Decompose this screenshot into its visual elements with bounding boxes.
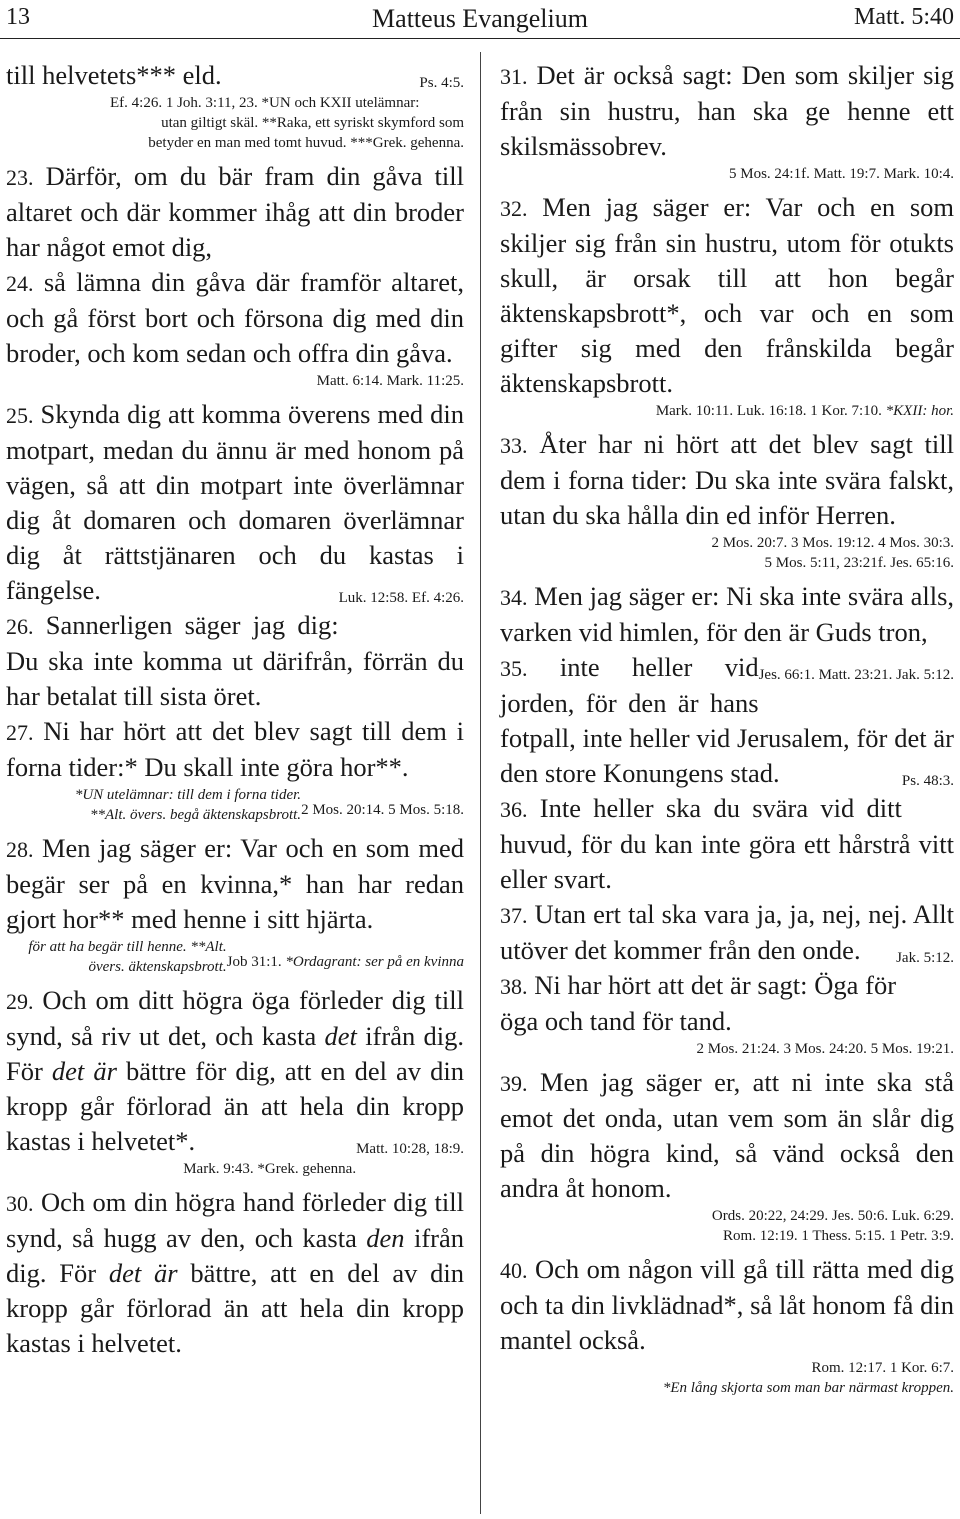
verse-text: Sannerligen säger jag dig: Du ska inte komma ut därifrån, förrän du har betalat till sista öret. (6, 610, 464, 711)
chapter-reference: Matt. 5:40 (854, 4, 954, 30)
column-divider (480, 52, 481, 1514)
footnote-text: *En lång skjorta som man bar närmast kroppen. (662, 1380, 954, 1396)
footnote-text: *UN utelämnar: till dem i forna tider. (74, 787, 302, 803)
verse-text: Men jag säger er, att ni inte ska stå emot det onda, utan vem som än slår dig på din högra kind, så vänd också den andra åt honom. (500, 1067, 954, 1203)
right-column (500, 58, 954, 1398)
reference-text: Mark. 10:11. Luk. 16:18. 1 Kor. 7:10. (655, 403, 882, 419)
verse-text: ifrån dig. För (6, 1021, 464, 1086)
cross-reference: 2 Mos. 20:14. 5 Mos. 5:18. (301, 802, 464, 818)
book-title: Matteus Evangelium (372, 4, 588, 33)
verse-text: Men jag säger er: Var och en som med begär ser på en kvinna,* han har redan gjort hor** med henne i sitt hjärta. (6, 833, 464, 934)
verse-30 (6, 1185, 464, 1361)
verse-number: 33. (500, 433, 528, 458)
footnote-text: **Alt. övers. begå äktenskapsbrott. (89, 807, 302, 823)
cross-reference: Jes. 66:1. Matt. 23:21. Jak. 5:12. (758, 667, 954, 683)
verse-37 (500, 897, 954, 968)
verse-23 (6, 159, 464, 265)
footnote: Mark. 9:43. *Grek. gehenna. (183, 1161, 357, 1177)
footnote-text: för att ha begär till henne. **Alt. övers. äktenskapsbrott. (28, 939, 227, 975)
verse-number: 27. (6, 720, 34, 745)
cross-reference: Matt. 10:28, 18:9. (356, 1141, 464, 1157)
verse-number: 29. (6, 989, 34, 1014)
italic-word: den (366, 1223, 405, 1253)
verse-number: 28. (6, 837, 34, 862)
verse-text: Men jag säger er: Var och en som skiljer sig från sin hustru, utom för otukts skull, är orsak till att hon begår äktenskapsbrott*, och var och en som gifter sig med den frånskilda begår äktenskapsbrott. (500, 192, 954, 398)
cross-reference (227, 945, 464, 980)
cross-reference (500, 401, 954, 421)
header-rule (0, 38, 960, 39)
verse-text: Skynda dig att komma överens med din motpart, medan du ännu är med honom på vägen, så att din motpart inte överlämnar dig åt domaren och domaren överlämnar dig åt rättstjänaren och du kastas i fängelse. (6, 399, 464, 605)
cross-reference: 2 Mos. 21:24. 3 Mos. 24:20. 5 Mos. 19:21. (696, 1041, 954, 1057)
verse-33 (500, 427, 954, 533)
verse-text: bättre, att en del av din kropp går förlorad än att hela din kropp kastas i helvetet. (6, 1258, 465, 1358)
verse-number: 24. (6, 271, 34, 296)
footnote-text: *KXII: hor. (885, 403, 954, 419)
verse-31 (500, 58, 954, 164)
verse-number: 37. (500, 903, 528, 928)
verse-number: 31. (500, 64, 528, 89)
cross-reference: Ps. 4:5. (419, 75, 464, 91)
verse-text: bättre för dig, att en del av din kropp går förlorad än att hela din kropp kastas i helvetet*. (6, 1056, 464, 1156)
verse-text: Ni har hört att det blev sagt till dem i forna tider:* Du skall inte göra hor**. (6, 716, 465, 782)
verse-number: 34. (500, 585, 528, 610)
verse-text: ifrån dig. För (6, 1223, 465, 1288)
verse-number: 36. (500, 797, 528, 822)
verse-24 (6, 265, 464, 371)
verse-number: 26. (6, 614, 34, 639)
italic-word: det är (51, 1056, 117, 1086)
reference-text: Job 31:1. (226, 954, 282, 970)
verse-text: Ni har hört att det är sagt: Öga för öga och tand för tand. (500, 970, 897, 1036)
footnote (500, 1378, 954, 1398)
cross-reference: 5 Mos. 24:1f. Matt. 19:7. Mark. 10:4. (729, 166, 954, 182)
left-column (6, 58, 464, 1361)
cross-reference: Matt. 6:14. Mark. 11:25. (316, 373, 464, 389)
verse-22-end (6, 58, 464, 93)
italic-word: det (324, 1021, 357, 1051)
verse-36 (500, 791, 954, 897)
footnote: betyder en man med tomt huvud. ***Grek. gehenna. (148, 135, 464, 151)
verse-text: Utan ert tal ska vara ja, ja, nej, nej. Allt utöver det kommer från den onde. (500, 899, 955, 965)
cross-reference: Rom. 12:19. 1 Thess. 5:15. 1 Petr. 3:9. (723, 1228, 954, 1244)
verse-number: 23. (6, 165, 34, 190)
verse-text: inte heller vid jorden, för den är hans fotpall, inte heller vid Jerusalem, för det är den store Konungens stad. (500, 652, 954, 788)
verse-29 (6, 983, 464, 1159)
cross-reference: 5 Mos. 5:11, 23:21f. Jes. 65:16. (764, 555, 954, 571)
italic-word: det är (108, 1258, 178, 1288)
verse-text: Och om ditt högra öga förleder dig till synd, så riv ut det, och kasta (6, 985, 464, 1051)
verse-text: Inte heller ska du svära vid ditt huvud, för du kan inte göra ett hårstrå vitt eller svart. (500, 793, 954, 894)
verse-text: Men jag säger er: Ni ska inte svära alls, varken vid himlen, för den är Guds tron, (500, 581, 955, 647)
verse-number: 32. (500, 196, 528, 221)
verse-26 (6, 608, 464, 714)
cross-reference: 2 Mos. 20:7. 3 Mos. 19:12. 4 Mos. 30:3. (711, 535, 954, 551)
verse-text: Och om din högra hand förleder dig till synd, så hugg av den, och kasta (6, 1187, 464, 1253)
verse-text: Och om någon vill gå till rätta med dig och ta din livklädnad*, så låt honom få din mantel också. (500, 1254, 954, 1355)
verse-number: 40. (500, 1258, 528, 1283)
verse-number: 38. (500, 974, 528, 999)
verse-39 (500, 1065, 954, 1206)
verse-text: Åter har ni hört att det blev sagt till dem i forna tider: Du ska inte svära falskt, utan du ska hålla din ed inför Herren. (500, 429, 954, 530)
page-number: 13 (6, 4, 30, 30)
verse-25 (6, 397, 464, 608)
verse-text: Därför, om du bär fram din gåva till altaret och där kommer ihåg att din broder har något emot dig, (6, 161, 464, 262)
footnote: utan giltigt skäl. **Raka, ett syriskt skymford som (161, 115, 464, 131)
verse-number: 35. (500, 656, 528, 681)
verse-text: till helvetets*** eld. (6, 60, 222, 90)
cross-reference: Luk. 12:58. Ef. 4:26. (338, 590, 464, 606)
verse-32 (500, 190, 954, 401)
verse-number: 25. (6, 403, 34, 428)
verse-38 (500, 968, 954, 1039)
page-header (0, 0, 960, 36)
verse-number: 39. (500, 1071, 528, 1096)
cross-reference: Rom. 12:17. 1 Kor. 6:7. (811, 1360, 954, 1376)
verse-40 (500, 1252, 954, 1358)
verse-number: 30. (6, 1191, 34, 1216)
cross-reference: Ps. 48:3. (901, 773, 954, 789)
footnote: Ef. 4:26. 1 Joh. 3:11, 23. *UN och KXII utelämnar: (110, 95, 420, 111)
verse-text: så lämna din gåva där framför altaret, och gå först bort och försona dig med din broder, och kom sedan och offra din gåva. (6, 267, 465, 368)
cross-reference: Jak. 5:12. (896, 950, 954, 966)
verse-text: Det är också sagt: Den som skiljer sig från sin hustru, han ska ge henne ett skilsmässobrev. (500, 60, 955, 161)
footnote-text: *Ordagrant: ser på en kvinna (285, 954, 464, 970)
cross-reference: Ords. 20:22, 24:29. Jes. 50:6. Luk. 6:29. (711, 1208, 954, 1224)
